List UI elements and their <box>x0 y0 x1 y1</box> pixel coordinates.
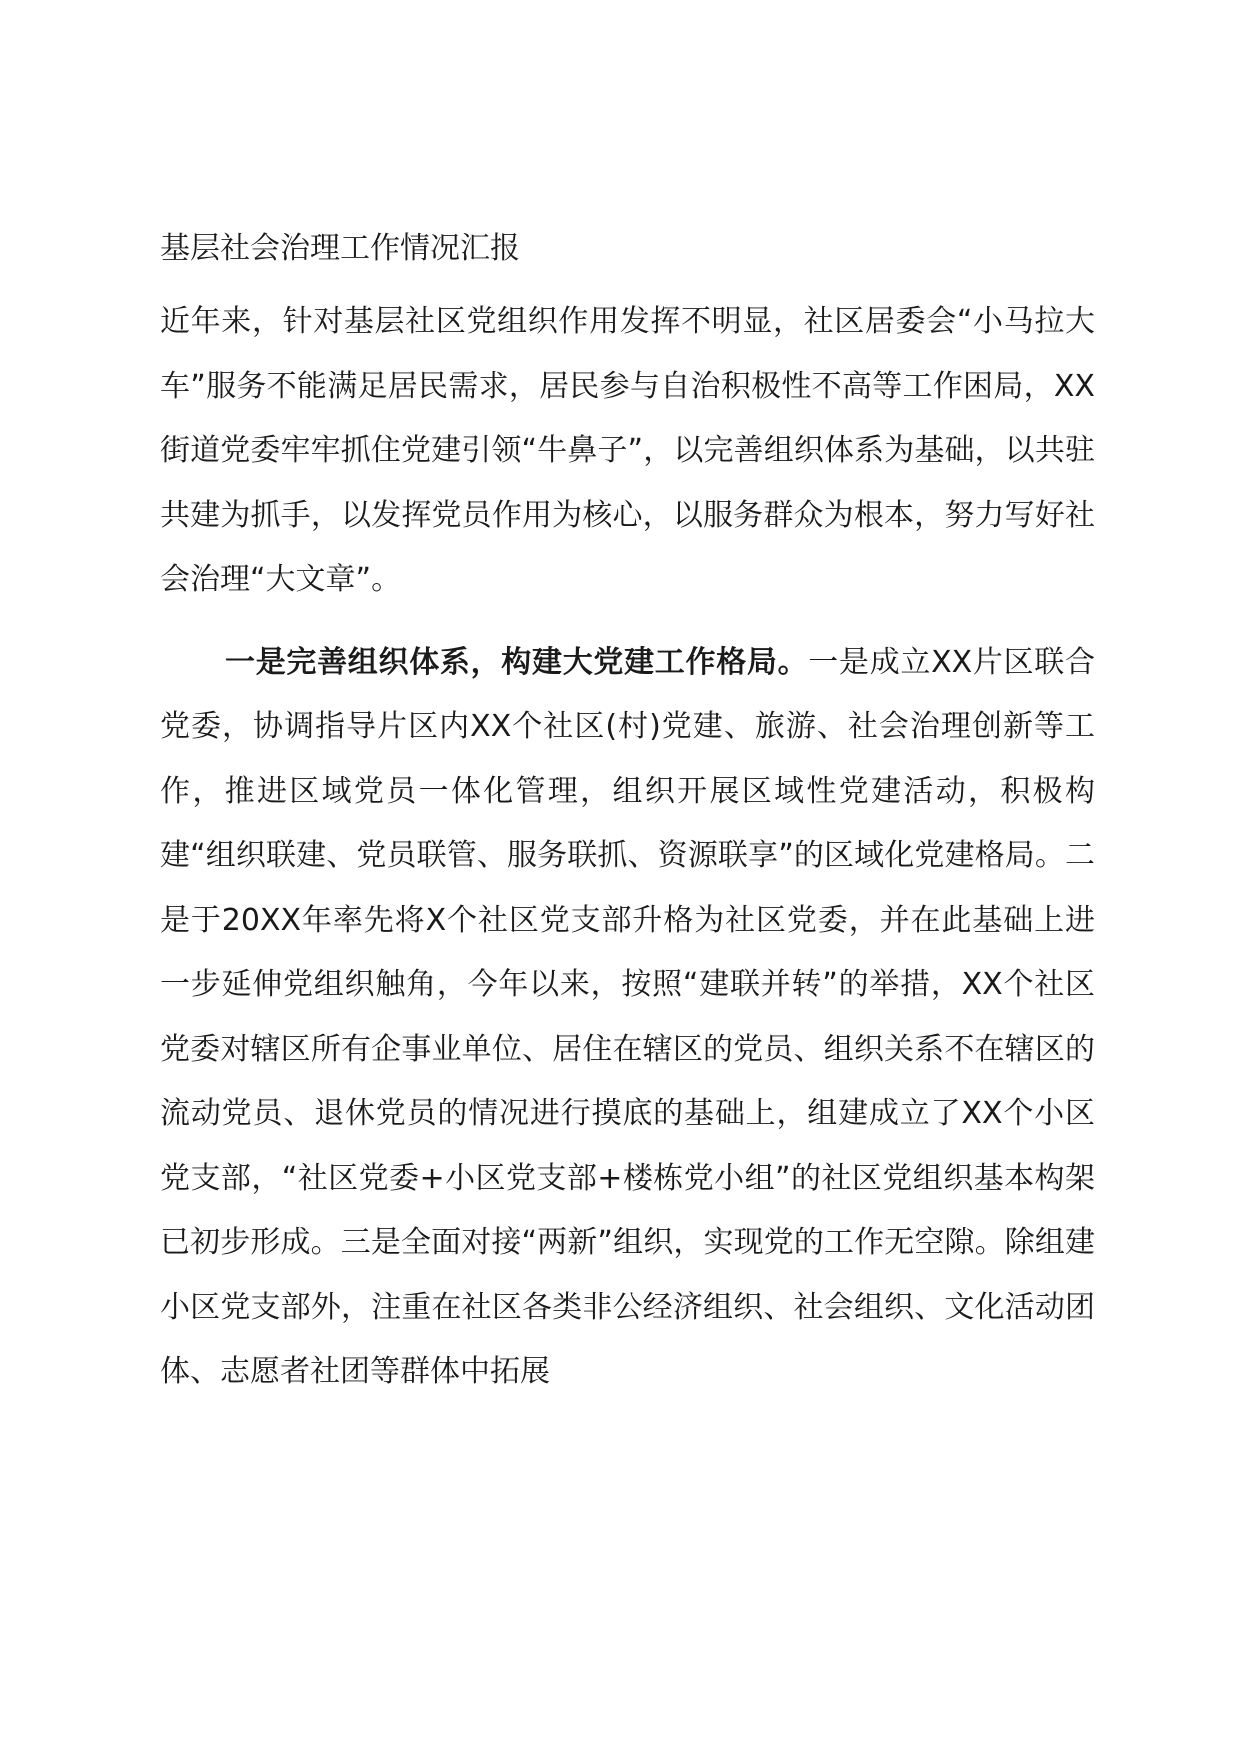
section-heading: 一是完善组织体系，构建大党建工作格局。 <box>225 644 809 680</box>
section-body: 一是成立XX片区联合党委，协调指导片区内XX个社区(村)党建、旅游、社会治理创新等工作，推进区域党员一体化管理，组织开展区域性党建活动，积极构建“组织联建、党员联管、服务联抓、资源联享”的区域化党建格局。二是于20XX年率先将X个社区党支部升格为社区党委，并在此基础上进一步延伸党组织触角，今年以来，按照“建联并转”的举措，XX个社区党委对辖区所有企事业单位、居住在辖区的党员、组织关系不在辖区的流动党员、退休党员的情况进行摸底的基础上，组建成立了XX个小区党支部，“社区党委+小区党支部+楼栋党小组”的社区党组织基本构架已初步形成。三是全面对接“两新”组织，实现党的工作无空隙。除组建小区党支部外，注重在社区各类非公经济组织、社会组织、文化活动团体、志愿者社团等群体中拓展 <box>160 644 1095 1389</box>
document-page <box>160 218 1095 1405</box>
section-paragraph <box>160 631 1095 1405</box>
intro-paragraph: 近年来，针对基层社区党组织作用发挥不明显，社区居委会“小马拉大车”服务不能满足居民需求，居民参与自治积极性不高等工作困局，XX街道党委牢牢抓住党建引领“牛鼻子”，以完善组织体系为基础，以共驻共建为抓手，以发挥党员作用为核心，以服务群众为根本，努力写好社会治理“大文章”。 <box>160 304 1095 597</box>
document-title: 基层社会治理工作情况汇报 <box>160 231 520 266</box>
